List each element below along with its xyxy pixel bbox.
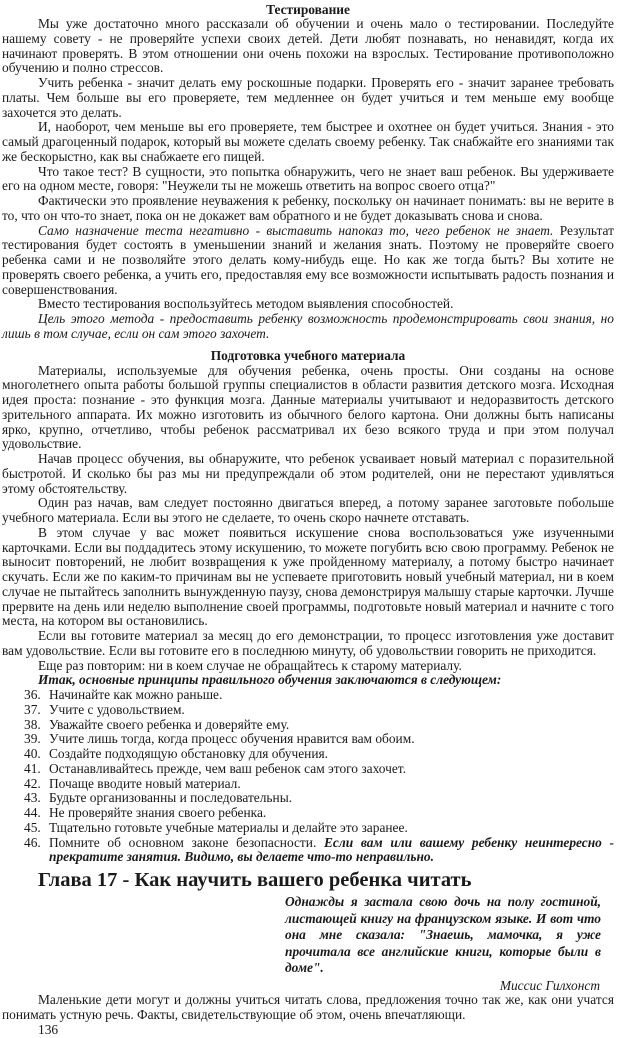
- list-item: [2, 718, 614, 733]
- list-item: [2, 703, 614, 718]
- paragraph: Что такое тест? В сущности, это попытка обнаружить, чего не знает ваш ребенок. Вы удерживаете его на одном месте, говоря: "Неужели ты не можешь ответить на вопрос своего отца?": [2, 163, 614, 194]
- paragraph: И, наоборот, чем меньше вы его проверяете, тем быстрее и охотнее он будет учиться. Знания - это самый драгоценный подарок, который вы можете сделать своему ребенку. Так снабжайте его знаниями так же бескорыстно, как вы снабжаете его пищей.: [2, 119, 614, 164]
- text: Результат тестирования будет состоять в уменьшении знаний и желания знать. Поэтому не проверяйте своего ребенка сами и не позволяйте этого делать кому-нибудь еще. Но как же тогда быть? Вы хотите не проверять своего ребенка, а учить его, предоставляя ему все возможности испытывать радость познания и совершенствования.: [2, 222, 614, 297]
- section-heading-testing: Тестирование: [266, 2, 350, 17]
- list-item: [2, 732, 614, 747]
- list-text: Тщательно готовьте учебные материалы и делайте это заранее.: [49, 819, 408, 835]
- list-text: Почаще вводите новый материал.: [49, 775, 241, 791]
- paragraph: Учить ребенка - значит делать ему роскошные подарки. Проверять его - значит заранее требовать платы. Чем больше вы его проверяете, тем медленнее он будет учиться и тем меньше ему вообще захочется это делать.: [2, 75, 614, 120]
- list-item: [2, 806, 614, 821]
- list-number: 36.: [24, 687, 41, 702]
- list-text: Начинайте как можно раньше.: [49, 687, 223, 702]
- list-text: Создайте подходящую обстановку для обучения.: [49, 746, 329, 761]
- paragraph: Фактически это проявление неуважения к ребенку, поскольку он начинает понимать: вы не верите в то, что он что-то знает, пока он не докажет вам обратного и не будет доказывать снова и снова.: [2, 193, 614, 223]
- italic-paragraph: Цель этого метода - предоставить ребенку возможность продемонстрировать свои знания, но лишь в том случае, если он сам этого захочет.: [2, 311, 614, 341]
- list-text: Помните об основном законе безопасности.: [49, 834, 324, 850]
- list-item: [2, 836, 614, 866]
- principles-intro: Итак, основные принципы правильного обучения заключаются в следующем:: [38, 672, 502, 688]
- list-number: 44.: [24, 805, 41, 820]
- paragraph: В этом случае у вас может появиться искушение снова воспользоваться уже изученными карточками. Если вы поддадитесь этому искушению, то можете погубить всю свою программу. Ребенок не выносит повторений, не любит возвращения к уже пройденному материалу, а потому быстро начинает скучать. Если же по каким-то причинам вы не успеваете приготовить новый учебный материал, ни в коем случае не пытайтесь заполнить вынужденную паузу, снова демонстрируя малышу старые карточки. Лучше прервите на день или неделю выполнение своей программы, подготовьте новый материал и начните с того места, на котором вы остановились.: [2, 524, 614, 629]
- list-number: 42.: [24, 775, 41, 791]
- paragraph: Вместо тестирования воспользуйтесь методом выявления способностей.: [38, 296, 454, 312]
- epigraph-author: Миссис Гилхонст: [499, 977, 600, 993]
- list-number: 43.: [24, 790, 41, 806]
- paragraph: Один раз начав, вам следует постоянно двигаться вперед, а потому заранее заготовьте побольше учебного материала. Если вы этого не сделаете, то очень скоро начнете отставать.: [2, 495, 614, 525]
- paragraph: Если вы готовите материал за месяц до его демонстрации, то процесс изготовления уже доставит вам удовольствие. Если вы готовите его в последнюю минуту, об удовольствии говорить не приходится.: [2, 628, 614, 658]
- list-number: 46.: [24, 834, 41, 850]
- paragraph: Еще раз повторим: ни в коем случае не обращайтесь к старому материалу.: [38, 657, 462, 673]
- list-number: 40.: [24, 746, 41, 761]
- epigraph: Однажды я застала свою дочь на полу гостиной, листающей книгу на французском языке. И вот что она мне сказала: "Знаешь, мамочка, я уже прочитала все английские книги, которые были в доме".: [285, 894, 601, 975]
- list-number: 41.: [24, 760, 41, 776]
- chapter-title: Глава 17 - Как научить вашего ребенка читать: [38, 869, 472, 891]
- page-number: 136: [38, 1021, 59, 1037]
- italic-text: Само назначение теста негативно - выставить напоказ то, чего ребенок не знает.: [38, 222, 554, 238]
- list-item: [2, 688, 614, 703]
- list-text-bold: Если вам или вашему ребенку неинтересно - прекратите занятия. Видимо, вы делаете что-то неправильно.: [49, 834, 614, 865]
- principles-list: [2, 688, 614, 836]
- list-number: 37.: [24, 701, 41, 717]
- list-text: Будьте организованны и последовательны.: [49, 790, 293, 806]
- list-text: Учите с удовольствием.: [49, 701, 185, 717]
- list-number: 38.: [24, 716, 41, 732]
- list-text: Учите лишь тогда, когда процесс обучения нравится вам обоим.: [49, 731, 415, 747]
- list-item: [2, 747, 614, 762]
- list-item: [2, 777, 614, 792]
- list-item: [2, 762, 614, 777]
- paragraph: Материалы, используемые для обучения ребенка, очень просты. Они созданы на основе многолетнего опыта работы большой группы специалистов в области развития детского мозга. Исходная идея проста: познание - это функция мозга. Данные материалы учитывают и недоразвитость детского зрительного аппарата. Их можно изготовить из обычного белого картона. Они должны быть написаны ярко, крупно, отчетливо, чтобы ребенок рассматривал их безо всякого труда и при этом получал удовольствие.: [2, 362, 614, 452]
- paragraph: Мы уже достаточно много рассказали об обучении и очень мало о тестировании. Последуйте нашему совету - не проверяйте успехи своих детей. Дети любят познавать, но ненавидят, когда их начинают проверять. В этом отношении они очень похожи на взрослых. Тестирование противоположно обучению и полно стрессов.: [2, 16, 614, 76]
- paragraph: [2, 224, 614, 298]
- section-heading-materials: Подготовка учебного материала: [210, 347, 406, 363]
- list-text: Останавливайтесь прежде, чем ваш ребенок сам этого захочет.: [49, 760, 406, 776]
- list-number: 45.: [24, 819, 41, 835]
- list-item: [2, 821, 614, 836]
- list-text: Не проверяйте знания своего ребенка.: [49, 805, 267, 820]
- list-item: [2, 791, 614, 806]
- paragraph: Маленькие дети могут и должны учиться читать слова, предложения точно так же, как они учатся понимать устную речь. Факты, свидетельствующие об этом, очень впечатляющи.: [2, 992, 614, 1022]
- list-number: 39.: [24, 731, 41, 747]
- principles-list-last: [2, 836, 614, 866]
- paragraph: Начав процесс обучения, вы обнаружите, что ребенок усваивает новый материал с поразительной быстротой. И сколько бы раз мы ни предупреждали об этом родителей, они не перестают удивляться этому обстоятельству.: [2, 451, 614, 496]
- list-text: Уважайте своего ребенка и доверяйте ему.: [49, 716, 290, 732]
